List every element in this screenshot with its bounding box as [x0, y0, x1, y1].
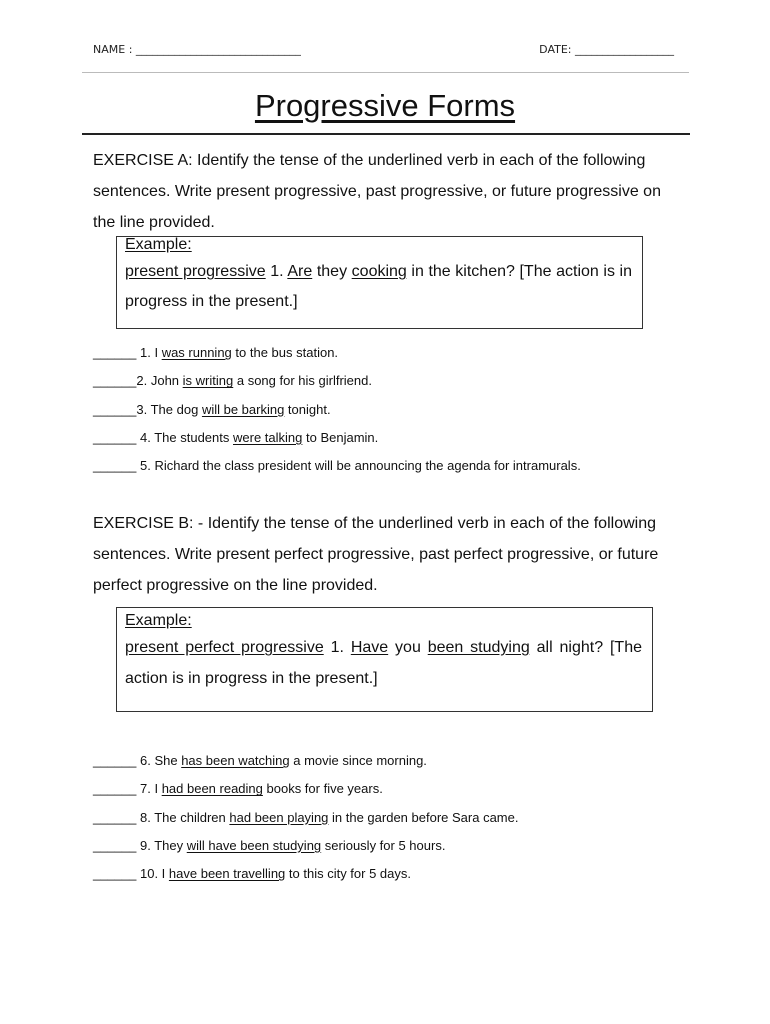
item-text: tonight. — [284, 401, 331, 417]
item-verb: is writing — [182, 373, 234, 389]
name-field-label: NAME : ______________________________ — [93, 43, 301, 56]
answer-blank[interactable]: ______ — [93, 401, 137, 417]
list-item — [93, 430, 693, 458]
example-rest: in the kitchen? [The action is in progress in the present.] — [125, 263, 632, 310]
item-verb: was running — [161, 345, 232, 360]
example-word: they — [316, 263, 348, 280]
list-item — [93, 345, 693, 373]
item-verb: will be barking — [201, 401, 285, 417]
example-number: 1. — [330, 639, 344, 656]
worksheet-header — [93, 43, 674, 56]
item-verb: had been reading — [161, 781, 263, 797]
list-item — [93, 373, 693, 401]
answer-blank[interactable]: ______ — [93, 458, 137, 474]
item-text: to the bus station. — [231, 345, 339, 360]
exercise-b-example-box — [116, 607, 653, 712]
answer-blank[interactable]: ______ — [93, 345, 137, 360]
item-text: 8. The children — [136, 809, 230, 825]
example-rest: all night? [The action is in progress in the present.] — [125, 639, 643, 687]
item-text: 3. The dog — [136, 401, 202, 417]
example-word: cooking — [351, 263, 407, 280]
item-text: books for five years. — [262, 781, 383, 797]
example-heading: Example: — [125, 612, 192, 629]
example-heading: Example: — [125, 236, 192, 253]
answer-blank[interactable]: ______ — [93, 753, 137, 768]
example-text — [125, 257, 632, 317]
exercise-a-example-box — [116, 236, 643, 329]
page-title: Progressive Forms — [254, 88, 516, 123]
item-text: 5. Richard the class president will be announcing the agenda for intramurals. — [136, 458, 581, 474]
exercise-b-items — [93, 753, 693, 894]
item-text: 2. John — [136, 373, 183, 389]
item-text: 4. The students — [136, 429, 233, 445]
item-text: to this city for 5 days. — [285, 866, 411, 882]
example-answer: present progressive — [125, 263, 266, 280]
date-field-label: DATE: __________________ — [539, 43, 674, 56]
exercise-b-instructions: EXERCISE B: - Identify the tense of the underlined verb in each of the following sentences. Write present perfect progressive, past perfect progressive, or future perfect progressive on the line provided. — [93, 515, 659, 594]
example-word: you — [395, 639, 421, 656]
example-number: 1. — [270, 263, 284, 280]
list-item — [93, 402, 693, 430]
item-verb: have been travelling — [168, 866, 286, 882]
item-text: a song for his girlfriend. — [233, 373, 372, 389]
list-item — [93, 753, 693, 781]
answer-blank[interactable]: ______ — [93, 837, 137, 853]
list-item — [93, 781, 693, 809]
example-word: Are — [287, 263, 313, 280]
item-verb: will have been studying — [186, 837, 322, 853]
example-word: Have — [350, 639, 389, 656]
item-text: in the garden before Sara came. — [328, 809, 519, 825]
item-verb: has been watching — [181, 753, 290, 768]
title-divider — [82, 133, 690, 135]
exercise-a-instructions: EXERCISE A: Identify the tense of the underlined verb in each of the following sentences. Write present progressive, past progressive, or future progressive on the line provided. — [93, 152, 661, 231]
item-text: seriously for 5 hours. — [321, 837, 446, 853]
answer-blank[interactable]: ______ — [93, 429, 137, 445]
answer-blank[interactable]: ______ — [93, 781, 137, 797]
list-item — [93, 810, 693, 838]
item-text: to Benjamin. — [302, 429, 379, 445]
item-text: 6. She — [136, 753, 182, 768]
item-text: 9. They — [136, 837, 187, 853]
answer-blank[interactable]: ______ — [93, 809, 137, 825]
item-text: 1. I — [136, 345, 162, 360]
example-answer: present perfect progressive — [125, 639, 324, 656]
item-text: 7. I — [136, 781, 162, 797]
exercise-a-items — [93, 345, 693, 486]
item-text: a movie since morning. — [289, 753, 427, 768]
example-word: been studying — [427, 639, 530, 656]
answer-blank[interactable]: ______ — [93, 373, 137, 389]
example-text — [125, 632, 642, 694]
list-item — [93, 458, 693, 486]
item-verb: had been playing — [229, 809, 329, 825]
answer-blank[interactable]: ______ — [93, 866, 137, 882]
list-item — [93, 838, 693, 866]
header-divider — [82, 72, 689, 73]
item-text: 10. I — [136, 866, 169, 882]
item-verb: were talking — [233, 429, 303, 445]
list-item — [93, 866, 693, 894]
